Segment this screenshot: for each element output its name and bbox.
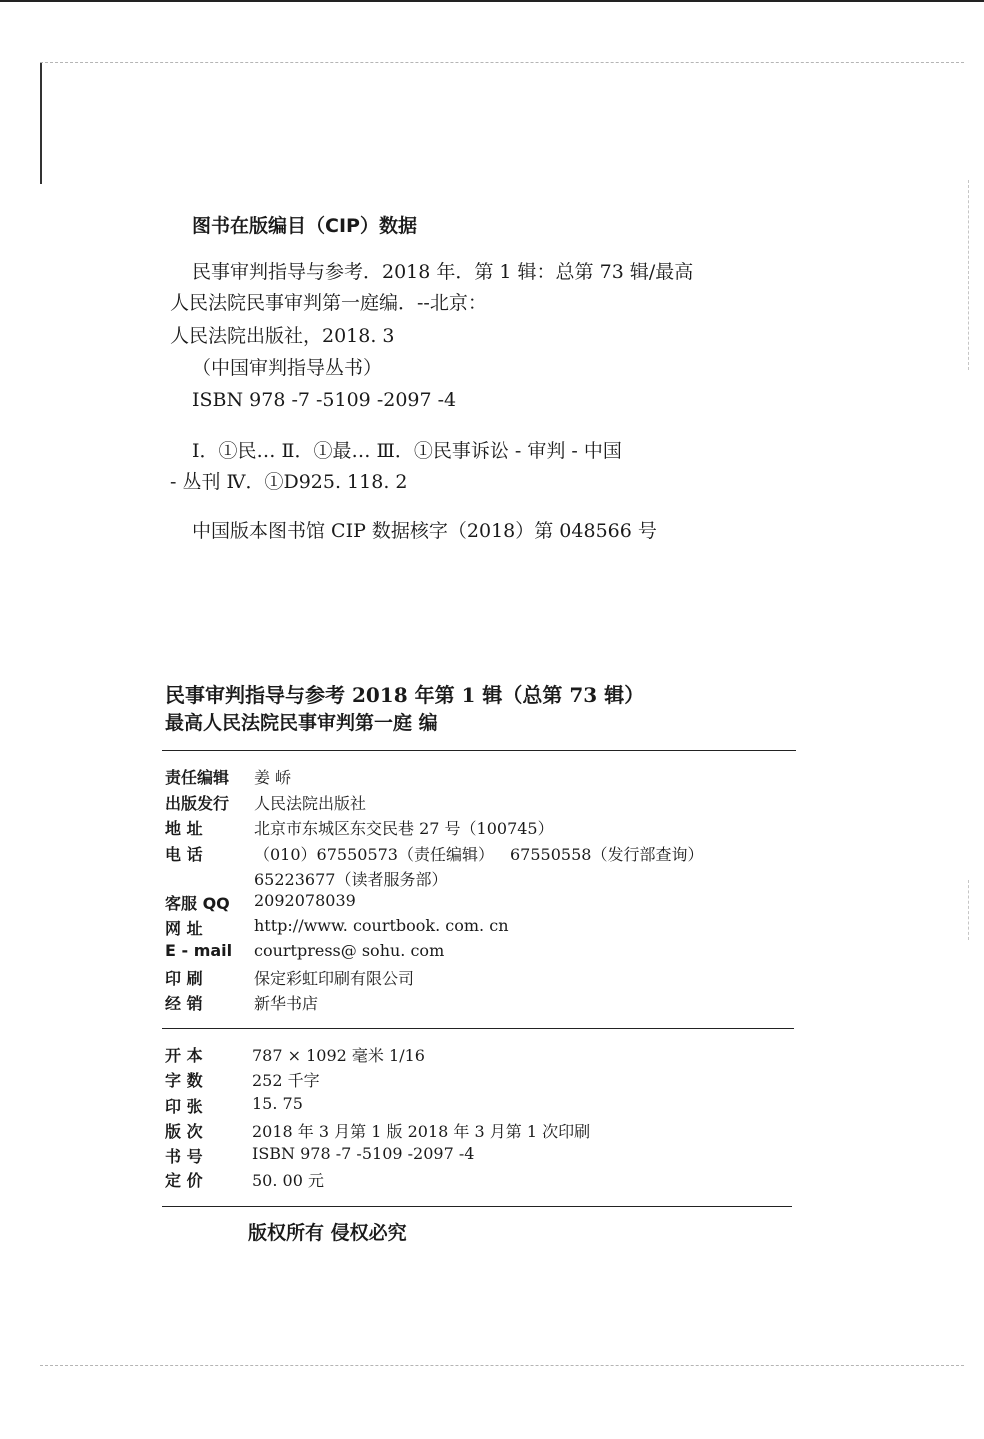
- spec-label: 版 次: [165, 1122, 203, 1141]
- spec-value: 787 × 1092 毫米 1/16: [252, 1046, 425, 1065]
- cip-isbn: ISBN 978 -7 -5109 -2097 -4: [192, 389, 457, 411]
- publication-label: 网 址: [165, 919, 203, 938]
- spec-label: 印 张: [165, 1097, 203, 1116]
- cip-classification-2: - 丛刊 Ⅳ．①D925. 118. 2: [170, 471, 408, 493]
- divider-2: [162, 1028, 794, 1029]
- divider-1: [162, 750, 796, 751]
- copyright-notice: 版权所有 侵权必究: [248, 1222, 407, 1244]
- cip-line-2: 人民法院民事审判第一庭编．--北京：: [170, 292, 487, 314]
- cip-heading: 图书在版编目（CIP）数据: [192, 215, 417, 237]
- publication-label: 经 销: [165, 994, 203, 1013]
- publication-value: （010）67550573（责任编辑）: [254, 845, 494, 864]
- publication-value: courtpress@ sohu. com: [254, 941, 445, 960]
- scan-dash-top: [40, 62, 964, 63]
- scan-dash-bottom: [40, 1365, 964, 1366]
- publication-label: 地 址: [165, 819, 203, 838]
- publication-label: 印 刷: [165, 969, 203, 988]
- spec-value: 252 千字: [252, 1071, 320, 1090]
- publication-value: 新华书店: [254, 994, 319, 1013]
- spec-value: 2018 年 3 月第 1 版 2018 年 3 月第 1 次印刷: [252, 1122, 591, 1141]
- book-editor: 最高人民法院民事审判第一庭 编: [165, 712, 438, 734]
- divider-3: [162, 1206, 792, 1207]
- publication-value: 北京市东城区东交民巷 27 号（100745）: [254, 819, 554, 838]
- spec-label: 定 价: [165, 1171, 203, 1190]
- spec-value: ISBN 978 -7 -5109 -2097 -4: [252, 1144, 475, 1163]
- publication-value: 2092078039: [254, 891, 356, 910]
- spec-label: 字 数: [165, 1071, 203, 1090]
- publication-value-secondary: 67550558（发行部查询）: [510, 845, 704, 864]
- spec-value: 50. 00 元: [252, 1171, 324, 1190]
- publication-value: 65223677（读者服务部）: [254, 870, 448, 889]
- cip-line-1: 民事审判指导与参考．2018 年．第 1 辑：总第 73 辑/最高: [192, 261, 694, 283]
- scan-marks-right-upper: [968, 180, 969, 370]
- publication-value: 保定彩虹印刷有限公司: [254, 969, 415, 988]
- publication-value: http://www. courtbook. com. cn: [254, 916, 509, 935]
- publication-label: 责任编辑: [165, 768, 230, 787]
- publication-value: 姜 峤: [254, 768, 292, 787]
- spec-label: 书 号: [165, 1147, 203, 1166]
- publication-value: 人民法院出版社: [254, 794, 367, 813]
- spec-value: 15. 75: [252, 1094, 303, 1113]
- publication-label: 客服 QQ: [165, 894, 230, 913]
- cip-line-4: （中国审判指导丛书）: [192, 357, 383, 379]
- scan-left-edge: [40, 62, 42, 184]
- cip-classification-1: Ⅰ．①民… Ⅱ．①最… Ⅲ．①民事诉讼 - 审判 - 中国: [192, 440, 622, 462]
- spec-label: 开 本: [165, 1046, 203, 1065]
- cip-record-number: 中国版本图书馆 CIP 数据核字（2018）第 048566 号: [192, 520, 657, 542]
- publication-label: 电 话: [165, 845, 203, 864]
- cip-line-3: 人民法院出版社，2018. 3: [170, 325, 395, 347]
- scan-top-edge: [0, 0, 984, 2]
- book-title: 民事审判指导与参考 2018 年第 1 辑（总第 73 辑）: [165, 683, 645, 707]
- publication-label: 出版发行: [165, 794, 230, 813]
- publication-label: E - mail: [165, 941, 233, 960]
- scan-marks-right-lower: [968, 880, 969, 940]
